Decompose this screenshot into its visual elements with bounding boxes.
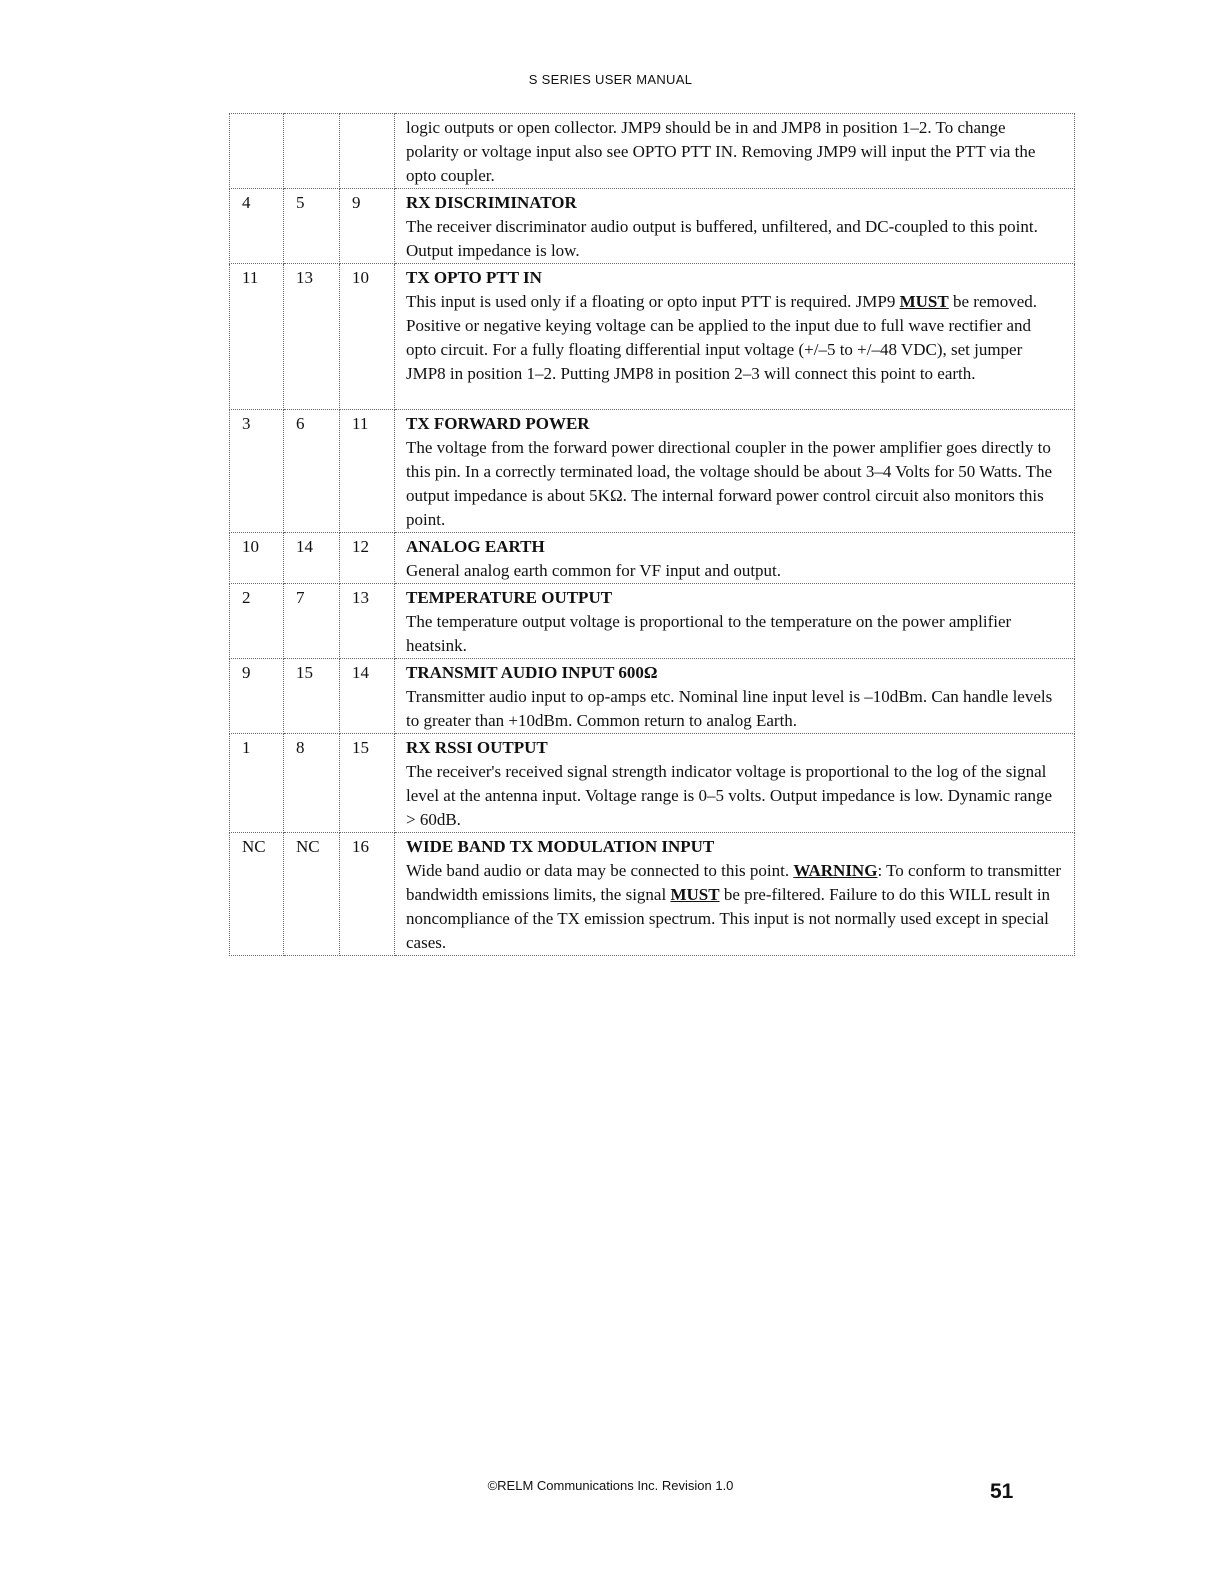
signal-body: logic outputs or open collector. JMP9 should be in and JMP8 in position 1–2. To change polarity or voltage input also see OPTO PTT IN. Removing JMP9 will input the PTT via the opto coupler. xyxy=(406,118,1036,185)
table-row xyxy=(230,114,1075,189)
signal-description xyxy=(395,533,1075,584)
table-row xyxy=(230,410,1075,533)
pin-col-3: 10 xyxy=(340,264,395,410)
table-row xyxy=(230,189,1075,264)
warning-emphasis: WARNING xyxy=(793,861,878,880)
signal-description xyxy=(395,114,1075,189)
signal-body: Transmitter audio input to op-amps etc. Nominal line input level is –10dBm. Can handle levels to greater than +10dBm. Common return to analog Earth. xyxy=(406,687,1053,730)
pin-col-3: 11 xyxy=(340,410,395,533)
signal-body: The receiver discriminator audio output is buffered, unfiltered, and DC-coupled to this point. Output impedance is low. xyxy=(406,217,1038,260)
pin-col-1: 9 xyxy=(230,659,284,734)
table-row xyxy=(230,734,1075,833)
signal-body xyxy=(406,290,1062,386)
pin-col-1 xyxy=(230,114,284,189)
table-row xyxy=(230,833,1075,956)
pin-col-1: 4 xyxy=(230,189,284,264)
must-emphasis: MUST xyxy=(899,292,949,311)
pin-col-3: 12 xyxy=(340,533,395,584)
signal-body-text: be removed. Positive or negative keying voltage can be applied to the input due to full wave rectifier and opto circuit. For a fully floating differential input voltage (+/–5 to +/–48 VDC), set jumper JMP8 in position 1–2. Putting JMP8 in position 2–3 will connect this point to earth. xyxy=(406,292,1038,383)
must-emphasis: MUST xyxy=(670,885,720,904)
signal-description xyxy=(395,189,1075,264)
pin-col-2: NC xyxy=(284,833,340,956)
signal-body: The voltage from the forward power directional coupler in the power amplifier goes directly to this pin. In a correctly terminated load, the voltage should be about 3–4 Volts for 50 Watts. The output impedance is about 5KΩ. The internal forward power control circuit also monitors this point. xyxy=(406,438,1053,529)
signal-body: The temperature output voltage is proportional to the temperature on the power amplifier heatsink. xyxy=(406,612,1012,655)
pin-col-2: 5 xyxy=(284,189,340,264)
signal-body-text: : To conform to transmitter bandwidth emissions limits, the signal xyxy=(406,861,1062,904)
page-number: 51 xyxy=(990,1480,1014,1503)
signal-description xyxy=(395,410,1075,533)
signal-title: RX RSSI OUTPUT xyxy=(406,738,548,757)
pin-col-2: 15 xyxy=(284,659,340,734)
pin-col-3: 15 xyxy=(340,734,395,833)
pin-col-2: 7 xyxy=(284,584,340,659)
signal-body-text: Wide band audio or data may be connected to this point. xyxy=(406,861,794,880)
signal-title: WIDE BAND TX MODULATION INPUT xyxy=(406,837,715,856)
pin-col-3: 13 xyxy=(340,584,395,659)
signal-description xyxy=(395,264,1075,410)
pin-col-1: 1 xyxy=(230,734,284,833)
pin-col-1: 3 xyxy=(230,410,284,533)
footer-copyright: ©RELM Communications Inc. Revision 1.0 xyxy=(487,1478,734,1493)
pin-col-3: 9 xyxy=(340,189,395,264)
pin-col-3: 16 xyxy=(340,833,395,956)
pin-col-1: 2 xyxy=(230,584,284,659)
pin-col-2: 6 xyxy=(284,410,340,533)
signal-title: TX OPTO PTT IN xyxy=(406,268,542,287)
signal-title: RX DISCRIMINATOR xyxy=(406,193,577,212)
table-row xyxy=(230,264,1075,410)
signal-description xyxy=(395,659,1075,734)
signal-description xyxy=(395,734,1075,833)
signal-description xyxy=(395,833,1075,956)
pin-col-3 xyxy=(340,114,395,189)
pin-col-2 xyxy=(284,114,340,189)
page-header: S SERIES USER MANUAL xyxy=(528,72,693,87)
signal-title: ANALOG EARTH xyxy=(406,537,545,556)
table-row xyxy=(230,659,1075,734)
pin-col-1: NC xyxy=(230,833,284,956)
pin-col-2: 14 xyxy=(284,533,340,584)
signal-title: TEMPERATURE OUTPUT xyxy=(406,588,613,607)
pin-col-2: 8 xyxy=(284,734,340,833)
pin-col-3: 14 xyxy=(340,659,395,734)
signal-title: TX FORWARD POWER xyxy=(406,414,590,433)
signal-body-text: be pre-filtered. Failure to do this WILL result in noncompliance of the TX emission spectrum. This input is not normally used except in special cases. xyxy=(406,885,1051,952)
signal-body-text: This input is used only if a floating or opto input PTT is required. JMP9 xyxy=(406,292,900,311)
pin-col-2: 13 xyxy=(284,264,340,410)
signal-title: TRANSMIT AUDIO INPUT 600Ω xyxy=(406,663,658,682)
signal-body: General analog earth common for VF input and output. xyxy=(406,561,782,580)
pin-col-1: 11 xyxy=(230,264,284,410)
pin-col-1: 10 xyxy=(230,533,284,584)
signal-body: The receiver's received signal strength indicator voltage is proportional to the log of the signal level at the antenna input. Voltage range is 0–5 volts. Output impedance is low. Dynamic range > 60dB. xyxy=(406,762,1052,829)
pin-description-table xyxy=(229,113,1075,956)
signal-description xyxy=(395,584,1075,659)
table-row xyxy=(230,584,1075,659)
signal-body xyxy=(406,859,1062,955)
table-row xyxy=(230,533,1075,584)
